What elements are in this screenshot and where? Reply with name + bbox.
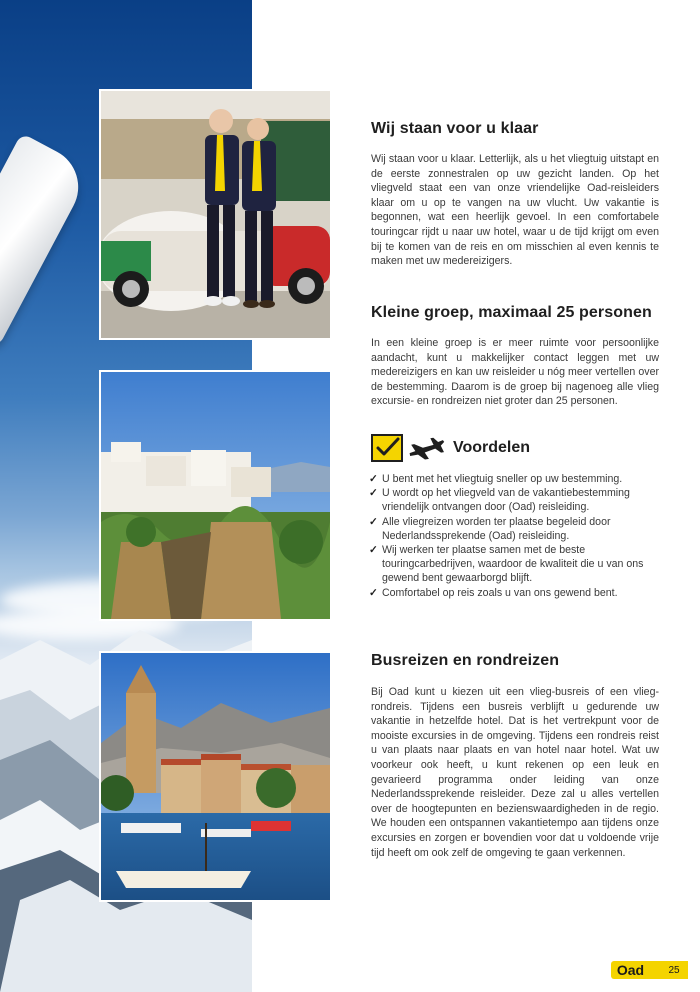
airplane-icon [407, 433, 447, 463]
list-item: ✓ Alle vliegreizen worden ter plaatse begeleid door Nederlandssprekende (Oad) reisleiding. [369, 515, 611, 542]
checkmark-icon: ✓ [369, 473, 378, 485]
list-item: ✓ Wij werken ter plaatse samen met de beste touringcarbedrijven, waardoor de kwaliteit die u van ons gewend bent gewaarborgd blijft. [369, 544, 644, 585]
checkmark-icon: ✓ [369, 586, 378, 599]
section-title-busreizen: Busreizen en rondreizen [371, 652, 560, 669]
list-item: ✓ U wordt op het vliegveld van de vakantiebestemming vriendelijk ontvangen door (Oad) reisleiding. [369, 487, 630, 514]
checkmark-icon: ✓ [369, 544, 378, 557]
section-body-busreizen: Bij Oad kunt u kiezen uit een vlieg-busreis of een vlieg-rondreis. Tijdens een busreis verblijft u gedurende uw vakantie in hetzelfde hotel. Dat is het vertrekpunt voor de mooiste excursies in de omgeving. Tijdens een rondreis reist u van plaats naar plaats en van hotel naar hotel. Wat uw voorkeur ook heeft, u kunt rekenen op een leuk en gevarieerd programma onder leiding van onze Nederlandssprekende reisleider. Deze zal u alles vertellen over de hoogtepunten en bezienswaardigheden in de regio. We houden een ontspannen vakantietempo aan tijdens onze excursies en zorgen er bovendien voor dat u voldoende vrije tijd heeft om ook zelf de omgeving te gaan verkennen. [371, 686, 659, 859]
oad-logo: Oad [611, 961, 650, 979]
photo-cliff-village [99, 370, 332, 621]
page-number: 25 [646, 961, 688, 979]
section-title-kleine-groep: Kleine groep, maximaal 25 personen [371, 304, 652, 321]
checkmark-icon: ✓ [369, 487, 378, 500]
section-body-wij-staan: Wij staan voor u klaar. Letterlijk, als u het vliegtuig uitstapt en de eerste zonnestralen op uw gezicht landen. Op het vliegveld staat een van onze vriendelijke Oad-reisleiders klaar om u op te vangen na uw vlucht. Uw vakantie is begonnen, wat een heerlijk gevoel. In een comfortabele touringcar rijdt u naar uw hotel, waar u de tijd krijgt om even bij te komen van de reis en om misschien al even kennis te maken met uw medereizigers. [371, 153, 659, 268]
voordelen-header [371, 431, 530, 465]
section-title-wij-staan: Wij staan voor u klaar [371, 120, 539, 137]
section-body-kleine-groep: In een kleine groep is er meer ruimte voor persoonlijke aandacht, kunt u makkelijker contact leggen met uw medereizigers en kan uw reisleider u nóg meer vertellen over de bestemming. Daarom is de groep bij nagenoeg alle vlieg excursie- en rondreizen niet groter dan 25 personen. [371, 337, 659, 408]
list-item: ✓ U bent met het vliegtuig sneller op uw bestemming. [369, 473, 623, 485]
checkmark-icon: ✓ [369, 515, 378, 528]
voordelen-title: Voordelen [453, 439, 531, 456]
photo-harbour-town [99, 651, 332, 902]
list-item: ✓ Comfortabel op reis zoals u van ons gewend bent. [369, 586, 618, 599]
checkbox-icon [371, 434, 403, 462]
photo-tour-guides [99, 89, 332, 340]
benefits-list [369, 472, 669, 600]
